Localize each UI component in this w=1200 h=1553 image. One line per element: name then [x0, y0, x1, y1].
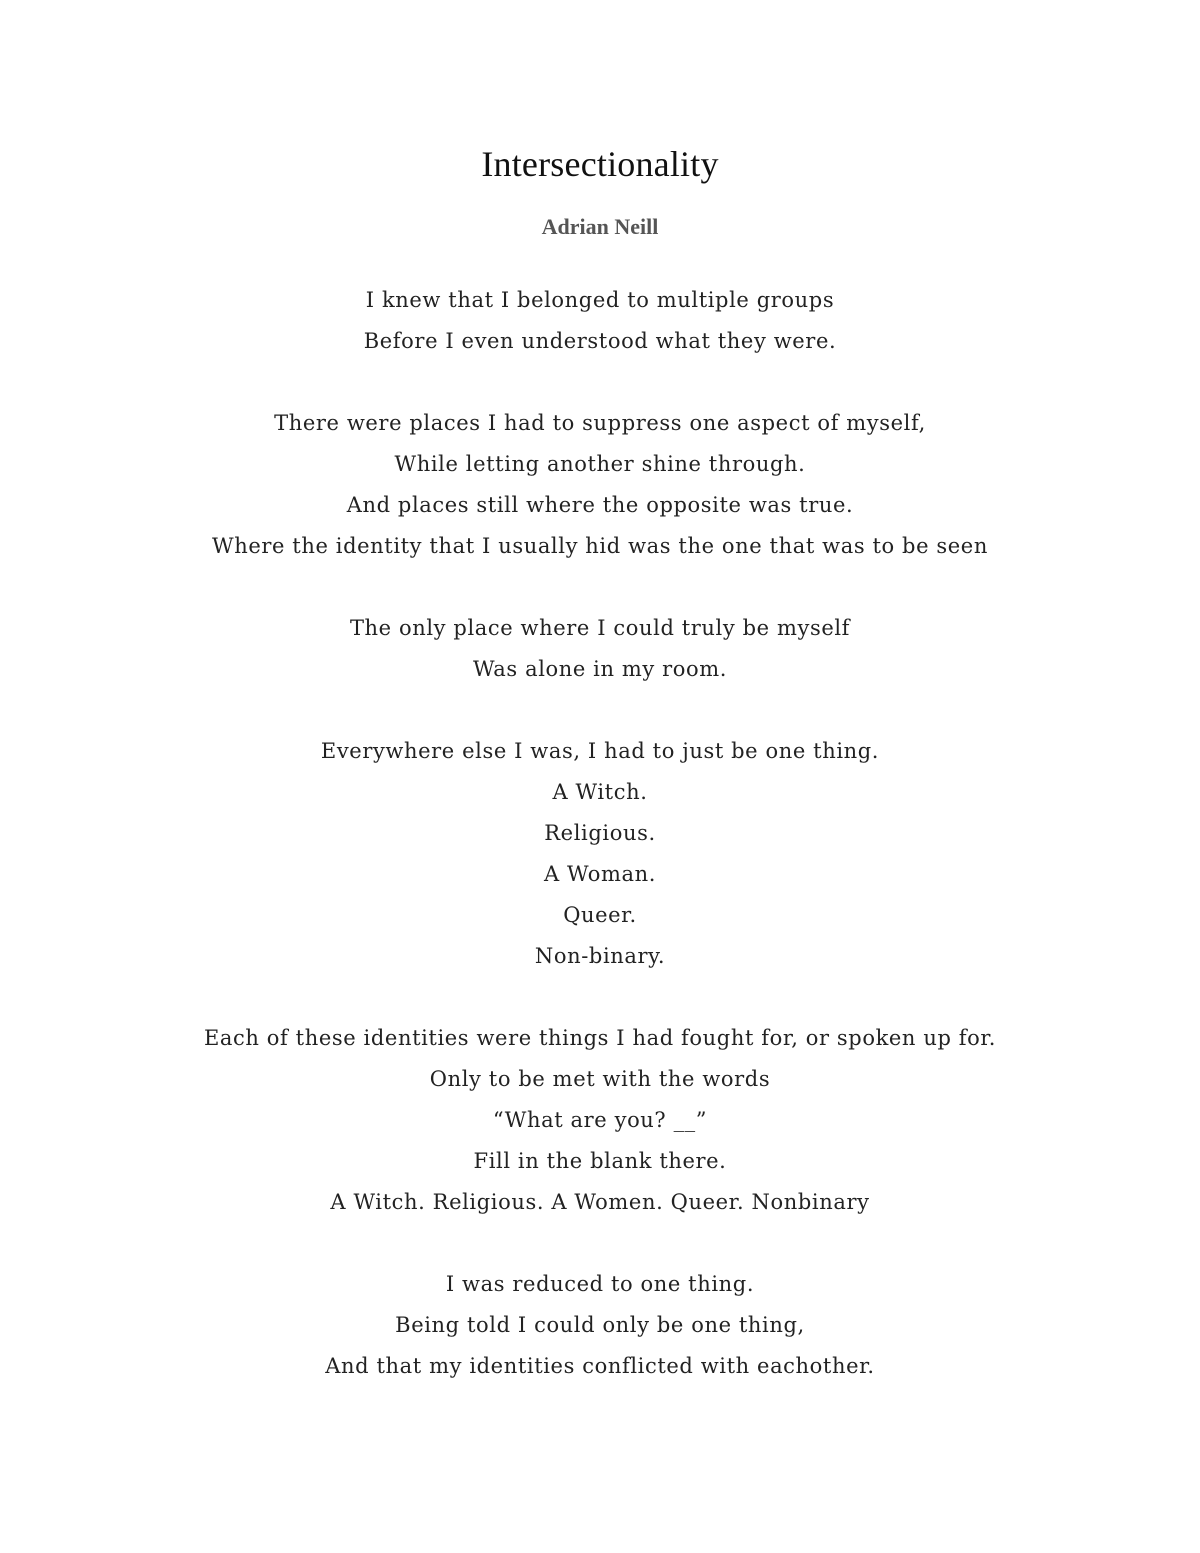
- poem-stanza: [0, 403, 1200, 567]
- poem-line: Was alone in my room.: [472, 657, 728, 681]
- poem-line: Fill in the blank there.: [473, 1149, 727, 1173]
- poem-line: A Witch. Religious. A Women. Queer. Nonbinary: [330, 1190, 870, 1214]
- poem-line: Queer.: [563, 903, 637, 927]
- poem-stanza: [0, 1264, 1200, 1387]
- poem-line: Where the identity that I usually hid was the one that was to be seen: [212, 534, 988, 558]
- poem-line: There were places I had to suppress one aspect of myself,: [274, 411, 926, 435]
- poem-line: A Woman.: [543, 862, 657, 886]
- stanza-gap: [0, 567, 1200, 608]
- poem-stanza: [0, 608, 1200, 690]
- poem-body: [0, 280, 1200, 1387]
- poem-line: Religious.: [544, 821, 656, 845]
- poem-line: And places still where the opposite was true.: [346, 493, 854, 517]
- poem-line: A Witch.: [552, 780, 648, 804]
- poem-line: Each of these identities were things I had fought for, or spoken up for.: [203, 1026, 996, 1050]
- poem-author: Adrian Neill: [541, 214, 659, 239]
- stanza-gap: [0, 690, 1200, 731]
- poem-stanza: [0, 280, 1200, 362]
- poem-line: Before I even understood what they were.: [363, 329, 837, 353]
- poem-line: “What are you? __”: [492, 1108, 708, 1132]
- poem-stanza: [0, 1018, 1200, 1223]
- stanza-gap: [0, 1223, 1200, 1264]
- poem-line: Only to be met with the words: [429, 1067, 771, 1091]
- poem-line: The only place where I could truly be myself: [349, 616, 851, 640]
- poem-line: I was reduced to one thing.: [445, 1272, 755, 1296]
- poem-line: And that my identities conflicted with eachother.: [325, 1354, 875, 1378]
- poem-line: Being told I could only be one thing,: [395, 1313, 805, 1337]
- poem-line: Non-binary.: [534, 944, 666, 968]
- poem-line: Everywhere else I was, I had to just be one thing.: [320, 739, 880, 763]
- poem-line: While letting another shine through.: [394, 452, 806, 476]
- stanza-gap: [0, 977, 1200, 1018]
- stanza-gap: [0, 362, 1200, 403]
- poem-title: Intersectionality: [481, 144, 719, 184]
- poem-line: I knew that I belonged to multiple groups: [365, 288, 835, 312]
- poem-stanza: [0, 731, 1200, 977]
